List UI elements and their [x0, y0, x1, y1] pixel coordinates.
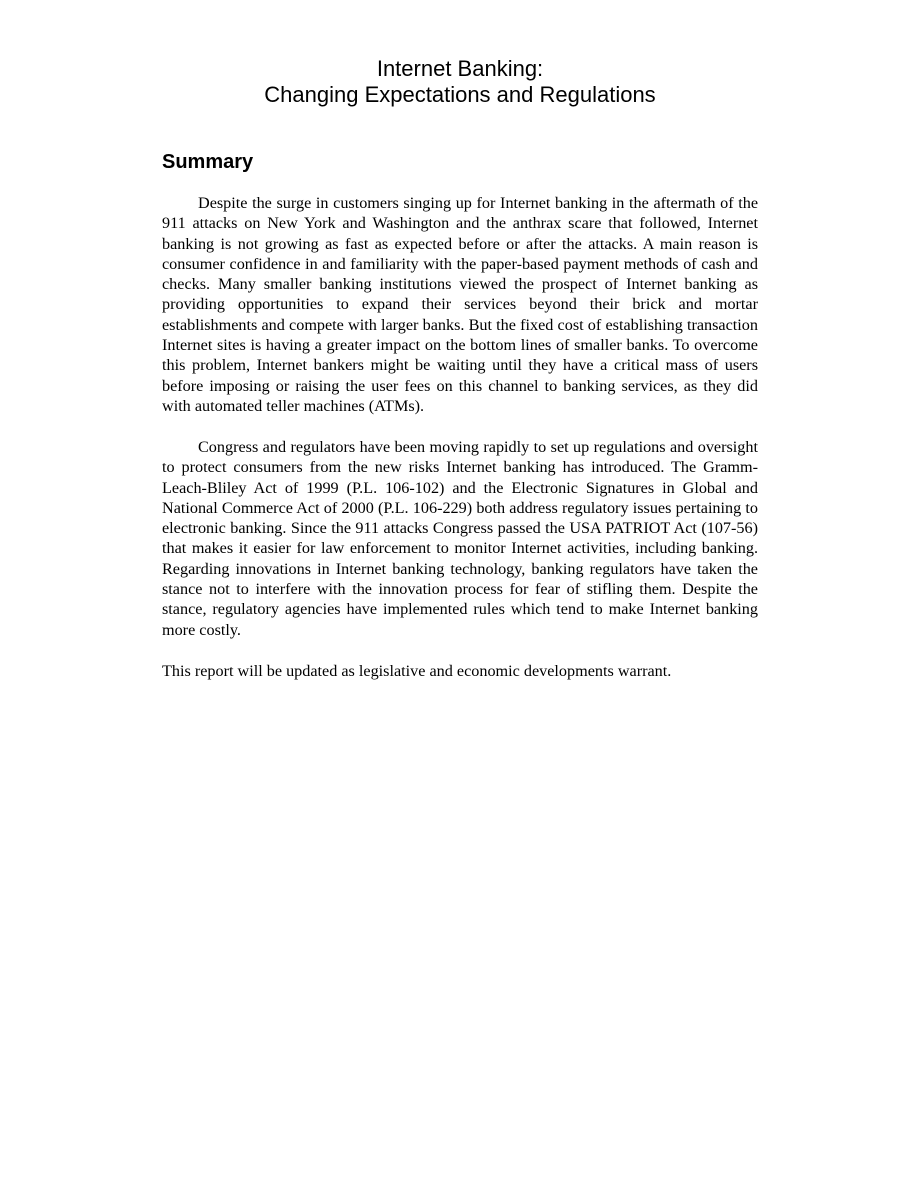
title-line-1: Internet Banking: [376, 56, 544, 81]
summary-paragraph-2: Congress and regulators have been moving rapidly to set up regulations and oversight to protect consumers from the new risks Internet banking has introduced. The Gramm-Leach-Bliley Act of 1999 (P.L. 106-102) and the Electronic Signatures in Global and National Commerce Act of 2000 (P.L. 106-229) both address regulatory issues pertaining to electronic banking. Since the 911 attacks Congress passed the USA PATRIOT Act (107-56) that makes it easier for law enforcement to monitor Internet activities, including banking. Regarding innovations in Internet banking technology, banking regulators have taken the stance not to interfere with the innovation process for fear of stifling them. Despite the stance, regulatory agencies have implemented rules which tend to make Internet banking more costly. [162, 438, 758, 639]
summary-heading: Summary [162, 151, 254, 173]
update-note-paragraph: This report will be updated as legislative and economic developments warrant. [162, 662, 672, 680]
document-title [162, 56, 758, 108]
summary-paragraph-1: Despite the surge in customers singing up for Internet banking in the aftermath of the 911 attacks on New York and Washington and the anthrax scare that followed, Internet banking is not growing as fast as expected before or after the attacks. A main reason is consumer confidence in and familiarity with the paper-based payment methods of cash and checks. Many smaller banking institutions viewed the prospect of Internet banking as providing opportunities to expand their services beyond their brick and mortar establishments and compete with larger banks. But the fixed cost of establishing transaction Internet sites is having a greater impact on the bottom lines of smaller banks. To overcome this problem, Internet bankers might be waiting until they have a critical mass of users before imposing or raising the user fees on this channel to banking services, as they did with automated teller machines (ATMs). [162, 194, 758, 415]
title-line-2: Changing Expectations and Regulations [264, 82, 656, 107]
